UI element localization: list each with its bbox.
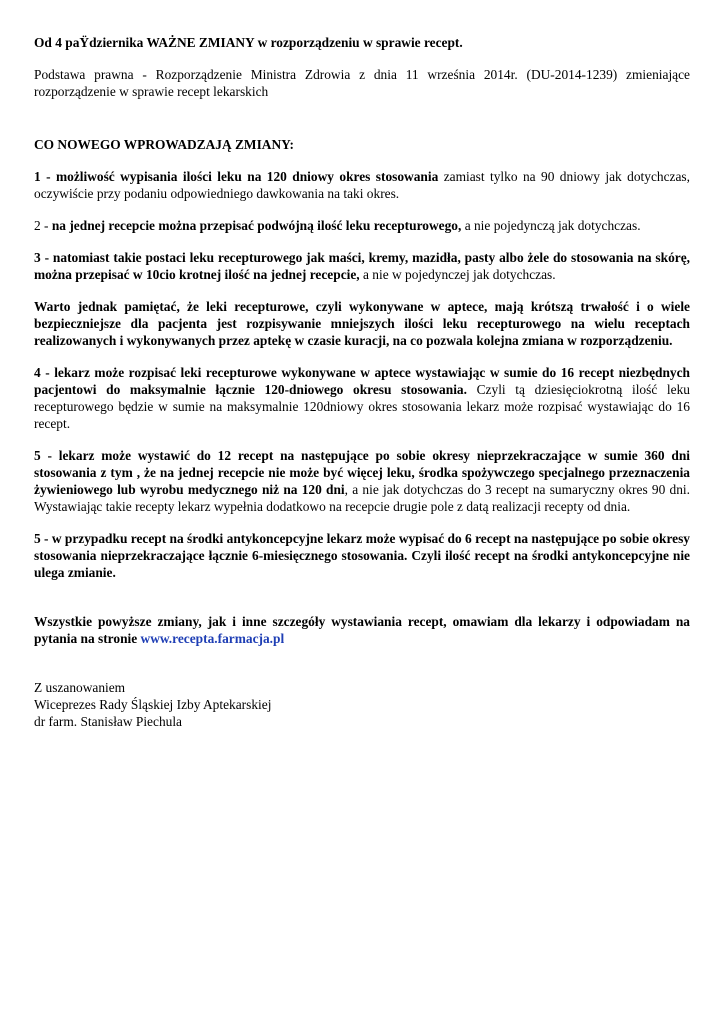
- point-3: [34, 249, 690, 283]
- point-2: [34, 217, 690, 234]
- point-4-rest: Czyli tą dziesięciokrotną ilość leku recepturowego będzie w sumie na maksymalnie 120dniowy okres stosowania lekarz może rozpisać wystawiając do 16 recept.: [34, 382, 690, 431]
- signature-role: Wiceprezes Rady Śląskiej Izby Aptekarskiej: [34, 697, 272, 712]
- point-1-bold: 1 - możliwość wypisania ilości leku na 120 dniowy okres stosowania: [34, 169, 439, 184]
- closing-paragraph: [34, 613, 690, 647]
- legal-basis: Podstawa prawna - Rozporządzenie Ministra Zdrowia z dnia 11 września 2014r. (DU-2014-1239) zmieniające rozporządzenie w sprawie recept lekarskich: [34, 67, 690, 99]
- recipe-note: Warto jednak pamiętać, że leki recepturowe, czyli wykonywane w aptece, mają krótszą trwałość i o wiele bezpieczniejsze dla pacjenta jest rozpisywanie mniejszych ilości leku recepturowego na wielu receptach realizowanych i wykonywanych przez aptekę w czasie kuracji, na co pozwala kolejna zmiana w rozporządzeniu.: [34, 299, 690, 348]
- point-4-bold: 4 - lekarz może rozpisać leki recepturowe wykonywane w aptece wystawiając w sumie do 16 recept niezbędnych pacjentowi do maksymalnie łącznie 120-dniowego okresu stosowania.: [34, 365, 690, 397]
- point-5a-bold: 5 - lekarz może wystawić do 12 recept na następujące po sobie okresy nieprzekraczające w sumie 360 dni stosowania z tym , że na jednej recepcie nie może być więcej leku, środka spożywczego specjalnego przeznaczenia żywieniowego lub wyrobu medycznego niż na 120 dni: [34, 448, 690, 497]
- document-title: Od 4 paŸdziernika WAŻNE ZMIANY w rozporządzeniu w sprawie recept.: [34, 35, 463, 50]
- point-2-rest: a nie pojedynczą jak dotychczas.: [461, 218, 641, 233]
- section-heading: CO NOWEGO WPROWADZAJĄ ZMIANY:: [34, 137, 295, 152]
- document-page: [34, 34, 690, 730]
- point-5b: 5 - w przypadku recept na środki antykoncepcyjne lekarz może wypisać do 6 recept na następujące po sobie okresy stosowania nieprzekraczające łącznie 6-miesięcznego stosowania. Czyli ilość recept na środki antykoncepcyjne nie ulega zmianie.: [34, 531, 690, 580]
- closing-text: Wszystkie powyższe zmiany, jak i inne szczegóły wystawiania recept, omawiam dla lekarzy i odpowiadam na pytania na stronie: [34, 614, 690, 646]
- point-2-bold: na jednej recepcie można przepisać podwójną ilość leku recepturowego,: [51, 218, 462, 233]
- point-5a-rest: , a nie jak dotychczas do 3 recept na sumaryczny okres 90 dni. Wystawiając takie recepty lekarz wypełnia dodatkowo na recepcie drugie pole z datą realizacji recepty od dnia.: [34, 482, 690, 514]
- signature-block: [34, 679, 690, 730]
- point-5a: [34, 447, 690, 515]
- point-3-bold: 3 - natomiast takie postaci leku recepturowego jak maści, kremy, mazidła, pasty albo żele do stosowania na skórę, można przepisać w 10cio krotnej ilość na jednej recepcie,: [34, 250, 690, 282]
- signature-greeting: Z uszanowaniem: [34, 680, 126, 695]
- recepta-link[interactable]: www.recepta.farmacja.pl: [140, 631, 285, 646]
- point-3-rest: a nie w pojedynczej jak dotychczas.: [359, 267, 556, 282]
- point-2-lead: 2 -: [34, 218, 52, 233]
- point-1: [34, 168, 690, 202]
- point-1-rest: zamiast tylko na 90 dniowy jak dotychczas, oczywiście przy podaniu odpowiedniego dawkowania na taki okres.: [34, 169, 690, 201]
- signature-name: dr farm. Stanisław Piechula: [34, 714, 183, 729]
- point-4: [34, 364, 690, 432]
